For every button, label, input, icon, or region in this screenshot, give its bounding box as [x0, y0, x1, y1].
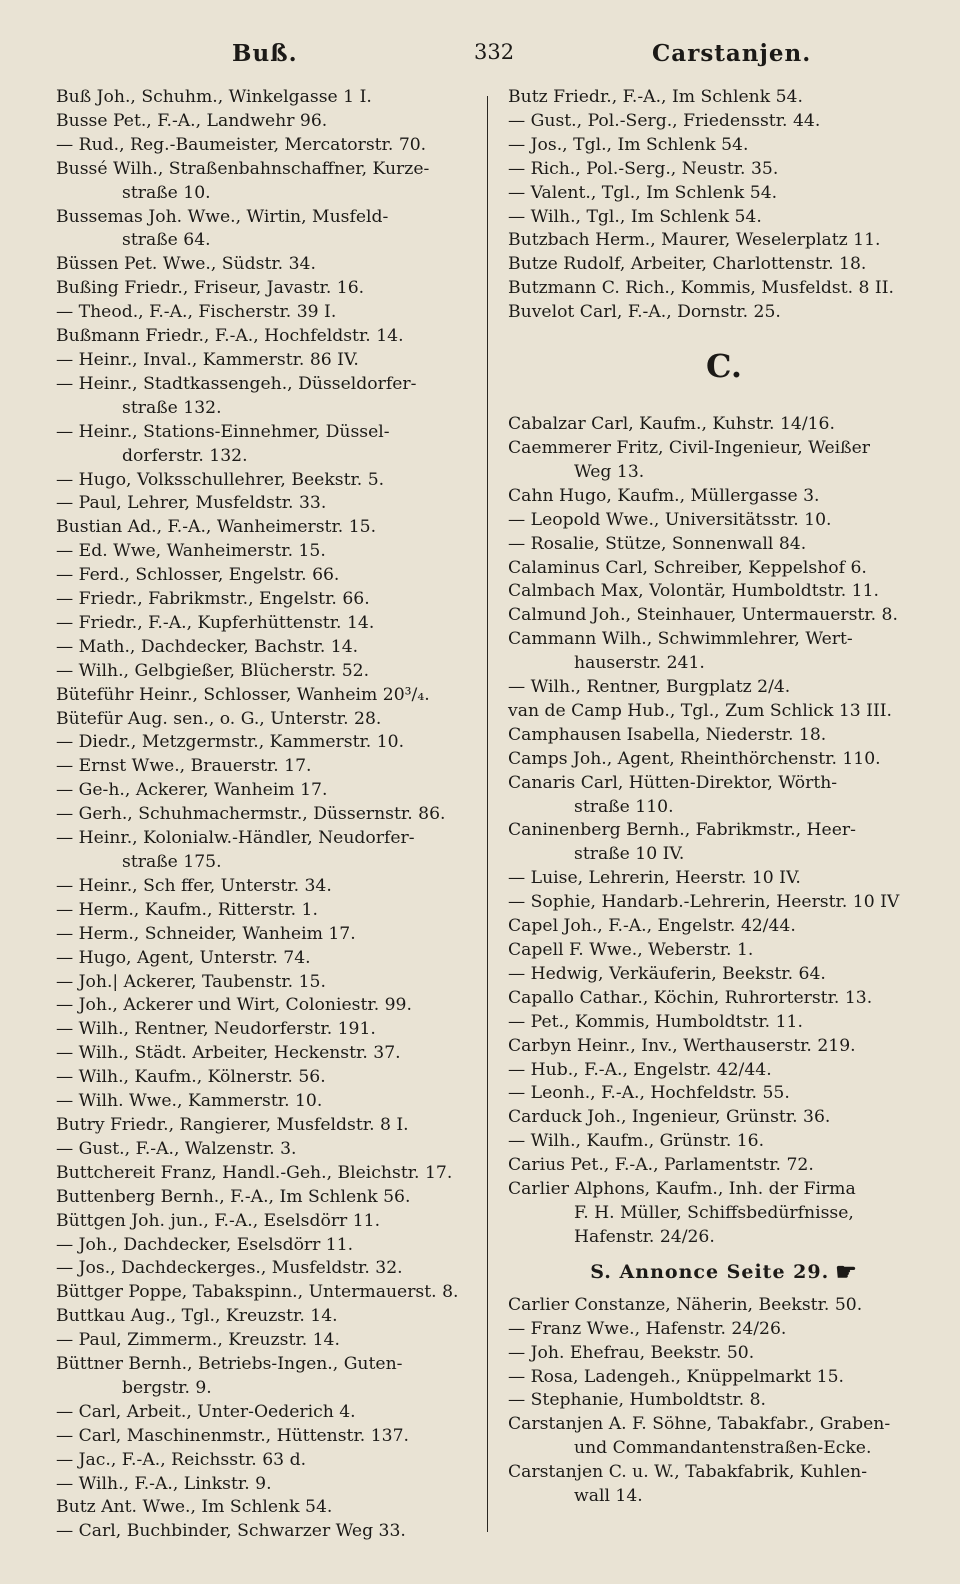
directory-entry — [508, 277, 940, 301]
entry-line: — Joh. Ehefrau, Beekstr. 50. — [508, 1342, 755, 1363]
entry-line: — Theod., F.-A., Fischerstr. 39 I. — [56, 302, 337, 323]
entry-line: — Wilh., Kaufm., Grünstr. 16. — [508, 1131, 765, 1152]
directory-entry — [56, 301, 476, 325]
directory-entry — [508, 867, 940, 891]
entry-line: Buttenberg Bernh., F.-A., Im Schlenk 56. — [56, 1186, 411, 1207]
directory-entry — [56, 1018, 476, 1042]
entry-line: Calmbach Max, Volontär, Humboldtstr. 11. — [508, 581, 879, 602]
directory-entry — [56, 947, 476, 971]
entry-line: — Rosa, Ladengeh., Knüppelmarkt 15. — [508, 1366, 845, 1387]
entry-line: Busse Pet., F.-A., Landwehr 96. — [56, 110, 328, 131]
entry-line: van de Camp Hub., Tgl., Zum Schlick 13 III. — [508, 700, 892, 721]
directory-entry — [508, 915, 940, 939]
directory-entry — [56, 1257, 476, 1281]
directory-entry — [56, 588, 476, 612]
directory-entry — [508, 110, 940, 134]
directory-entry — [56, 86, 476, 110]
entry-line: Camps Joh., Agent, Rheinthörchenstr. 110. — [508, 748, 881, 769]
entry-continuation-line: straße 132. — [122, 397, 222, 418]
entry-line: — Wilh., Tgl., Im Schlenk 54. — [508, 206, 762, 227]
entry-line: Cabalzar Carl, Kaufm., Kuhstr. 14/16. — [508, 414, 835, 435]
directory-entry — [508, 413, 940, 437]
entry-continuation-line: wall 14. — [574, 1486, 643, 1507]
entry-line: — Herm., Kaufm., Ritterstr. 1. — [56, 899, 318, 920]
entry-line: — Heinr., Kolonialw.-Händler, Neudorfer- — [56, 828, 415, 849]
page-number: 332 — [474, 40, 515, 64]
entry-line: Caemmerer Fritz, Civil-Ingenieur, Weißer — [508, 437, 870, 458]
directory-entry — [56, 923, 476, 947]
directory-entry — [508, 158, 940, 182]
directory-entry — [56, 1234, 476, 1258]
directory-entry — [56, 516, 476, 540]
entry-line: — Leopold Wwe., Universitätsstr. 10. — [508, 509, 832, 530]
running-head-left: Buß. — [232, 40, 298, 67]
entry-line: — Heinr., Inval., Kammerstr. 86 IV. — [56, 349, 359, 370]
entry-line: Bütefür Aug. sen., o. G., Unterstr. 28. — [56, 708, 382, 729]
entry-line: Bustian Ad., F.-A., Wanheimerstr. 15. — [56, 517, 377, 538]
entry-continuation-line: straße 10 IV. — [574, 844, 685, 865]
entry-line: — Gust., Pol.-Serg., Friedensstr. 44. — [508, 110, 821, 131]
entry-line: Büttner Bernh., Betriebs-Ingen., Guten- — [56, 1354, 403, 1375]
entry-line: Carstanjen A. F. Söhne, Tabakfabr., Graben- — [508, 1414, 891, 1435]
column-divider — [487, 96, 488, 1532]
directory-entry — [56, 349, 476, 373]
directory-entry — [56, 1066, 476, 1090]
entry-continuation-line: straße 10. — [122, 182, 211, 203]
entry-line: — Jos., Dachdeckerges., Musfeldstr. 32. — [56, 1258, 403, 1279]
directory-entry — [508, 253, 940, 277]
directory-entry — [56, 1090, 476, 1114]
entry-line: Canaris Carl, Hütten-Direktor, Wörth- — [508, 772, 838, 793]
entry-line: Bussé Wilh., Straßenbahnschaffner, Kurze- — [56, 158, 430, 179]
entry-line: Calaminus Carl, Schreiber, Keppelshof 6. — [508, 557, 867, 578]
entry-line: Cahn Hugo, Kaufm., Müllergasse 3. — [508, 485, 820, 506]
entry-line: — Pet., Kommis, Humboldtstr. 11. — [508, 1011, 803, 1032]
directory-entry — [56, 1473, 476, 1497]
entry-line: Büteführ Heinr., Schlosser, Wanheim 20³/₄. — [56, 684, 430, 705]
entry-line: — Heinr., Stations-Einnehmer, Düssel- — [56, 421, 390, 442]
directory-entry — [56, 636, 476, 660]
directory-entry — [508, 1294, 940, 1318]
directory-entry — [508, 580, 940, 604]
left-column — [56, 86, 476, 1544]
entry-line: Büttgen Joh. jun., F.-A., Eselsdörr 11. — [56, 1210, 381, 1231]
entry-line: — Hugo, Agent, Unterstr. 74. — [56, 947, 311, 968]
entry-line: — Friedr., Fabrikmstr., Engelstr. 66. — [56, 589, 370, 610]
directory-entry — [56, 827, 476, 875]
entry-line: — Rud., Reg.-Baumeister, Mercatorstr. 70. — [56, 134, 427, 155]
directory-entry — [508, 604, 940, 628]
advertisement-reference — [508, 1254, 940, 1290]
directory-entry — [508, 1318, 940, 1342]
directory-entry — [508, 206, 940, 230]
directory-entry — [56, 277, 476, 301]
directory-entry — [56, 731, 476, 755]
entry-continuation-line: straße 110. — [574, 796, 674, 817]
entry-line: Cammann Wilh., Schwimmlehrer, Wert- — [508, 629, 853, 650]
entry-line: Carbyn Heinr., Inv., Werthauserstr. 219. — [508, 1035, 856, 1056]
directory-entry — [508, 724, 940, 748]
directory-entry — [56, 1401, 476, 1425]
entry-line: Carlier Constanze, Näherin, Beekstr. 50. — [508, 1294, 863, 1315]
entry-line: — Diedr., Metzgermstr., Kammerstr. 10. — [56, 732, 405, 753]
entry-line: Butzmann C. Rich., Kommis, Musfeldst. 8 II. — [508, 278, 894, 299]
entry-line: Carstanjen C. u. W., Tabakfabrik, Kuhlen- — [508, 1462, 868, 1483]
entry-continuation-line: hauserstr. 241. — [574, 653, 705, 674]
entry-line: Bußing Friedr., Friseur, Javastr. 16. — [56, 278, 365, 299]
directory-entry — [508, 1413, 940, 1461]
entry-line: — Friedr., F.-A., Kupferhüttenstr. 14. — [56, 612, 375, 633]
directory-entry — [56, 660, 476, 684]
directory-entry — [56, 612, 476, 636]
directory-entry — [508, 1059, 940, 1083]
directory-entry — [56, 1449, 476, 1473]
entry-line: — Hedwig, Verkäuferin, Beekstr. 64. — [508, 963, 826, 984]
directory-entry — [56, 1210, 476, 1234]
entry-line: — Heinr., Stadtkassengeh., Düsseldorfer- — [56, 373, 417, 394]
directory-entry — [508, 819, 940, 867]
entry-line: — Hub., F.-A., Engelstr. 42/44. — [508, 1059, 772, 1080]
directory-entry — [508, 557, 940, 581]
directory-entry — [508, 1082, 940, 1106]
entry-line: Bussemas Joh. Wwe., Wirtin, Musfeld- — [56, 206, 389, 227]
directory-entry — [56, 469, 476, 493]
directory-entry — [56, 1186, 476, 1210]
entry-continuation-line: Weg 13. — [574, 461, 645, 482]
entry-line: — Valent., Tgl., Im Schlenk 54. — [508, 182, 778, 203]
right-column-c-entries — [508, 413, 940, 1250]
directory-entry — [56, 373, 476, 421]
directory-entry — [56, 755, 476, 779]
entry-continuation-line: straße 64. — [122, 230, 211, 251]
entry-line: — Ernst Wwe., Brauerstr. 17. — [56, 756, 312, 777]
directory-entry — [56, 1496, 476, 1520]
entry-line: Caninenberg Bernh., Fabrikmstr., Heer- — [508, 820, 856, 841]
entry-line: Buttkau Aug., Tgl., Kreuzstr. 14. — [56, 1306, 338, 1327]
entry-line: Carlier Alphons, Kaufm., Inh. der Firma — [508, 1179, 856, 1200]
entry-line: — Jos., Tgl., Im Schlenk 54. — [508, 134, 749, 155]
entry-line: — Leonh., F.-A., Hochfeldstr. 55. — [508, 1083, 790, 1104]
directory-entry — [508, 1011, 940, 1035]
directory-entry — [508, 1130, 940, 1154]
entry-line: Butz Ant. Wwe., Im Schlenk 54. — [56, 1497, 333, 1518]
entry-line: — Math., Dachdecker, Bachstr. 14. — [56, 636, 359, 657]
entry-line: — Joh., Ackerer und Wirt, Coloniestr. 99. — [56, 995, 412, 1016]
entry-line: — Rosalie, Stütze, Sonnenwall 84. — [508, 533, 807, 554]
entry-line: Büssen Pet. Wwe., Südstr. 34. — [56, 254, 316, 275]
entry-line: — Wilh., Städt. Arbeiter, Heckenstr. 37. — [56, 1043, 401, 1064]
directory-entry — [56, 325, 476, 349]
entry-continuation-line: dorferstr. 132. — [122, 445, 248, 466]
directory-entry — [56, 1281, 476, 1305]
directory-entry — [508, 509, 940, 533]
entry-line: Calmund Joh., Steinhauer, Untermauerstr. 8. — [508, 605, 898, 626]
directory-entry — [508, 772, 940, 820]
entry-line: — Carl, Arbeit., Unter-Oederich 4. — [56, 1401, 356, 1422]
entry-line: — Joh., Dachdecker, Eselsdörr 11. — [56, 1234, 354, 1255]
directory-entry — [56, 1042, 476, 1066]
entry-line: Butzbach Herm., Maurer, Weselerplatz 11. — [508, 230, 881, 251]
directory-entry — [508, 182, 940, 206]
directory-entry — [508, 963, 940, 987]
entry-line: — Ed. Wwe, Wanheimerstr. 15. — [56, 541, 326, 562]
entry-line: Butze Rudolf, Arbeiter, Charlottenstr. 18. — [508, 254, 867, 275]
entry-line: Capallo Cathar., Köchin, Ruhrorterstr. 13. — [508, 987, 873, 1008]
directory-entry — [508, 891, 940, 915]
directory-entry — [508, 676, 940, 700]
directory-entry — [508, 1154, 940, 1178]
entry-line: — Herm., Schneider, Wanheim 17. — [56, 923, 356, 944]
entry-line: — Ferd., Schlosser, Engelstr. 66. — [56, 565, 340, 586]
directory-entry — [56, 421, 476, 469]
entry-line: Büttger Poppe, Tabakspinn., Untermauerst. 8. — [56, 1282, 459, 1303]
directory-entry — [508, 1035, 940, 1059]
annonce-text: S. Annonce Seite 29. — [590, 1260, 830, 1283]
directory-entry — [56, 708, 476, 732]
directory-entry — [56, 1329, 476, 1353]
right-column — [508, 86, 940, 1509]
directory-entry — [56, 779, 476, 803]
directory-entry — [508, 700, 940, 724]
entry-line: Camphausen Isabella, Niederstr. 18. — [508, 724, 827, 745]
directory-entry — [508, 437, 940, 485]
entry-line: Buvelot Carl, F.-A., Dornstr. 25. — [508, 302, 781, 323]
entry-line: Buttchereit Franz, Handl.-Geh., Bleichstr. 17. — [56, 1162, 453, 1183]
directory-entry — [508, 533, 940, 557]
entry-line: — Wilh., Rentner, Burgplatz 2/4. — [508, 677, 791, 698]
entry-line: — Sophie, Handarb.-Lehrerin, Heerstr. 10 IV — [508, 892, 900, 913]
directory-entry — [508, 134, 940, 158]
entry-line: — Hugo, Volksschullehrer, Beekstr. 5. — [56, 469, 385, 490]
entry-line: — Paul, Lehrer, Musfeldstr. 33. — [56, 493, 327, 514]
directory-entry — [56, 540, 476, 564]
directory-entry — [508, 1461, 940, 1509]
entry-line: — Carl, Maschinenmstr., Hüttenstr. 137. — [56, 1425, 409, 1446]
directory-entry — [56, 110, 476, 134]
entry-line: — Joh.| Ackerer, Taubenstr. 15. — [56, 971, 326, 992]
directory-entry — [508, 1342, 940, 1366]
section-heading: C. — [705, 347, 743, 386]
directory-entry — [56, 492, 476, 516]
entry-line: — Rich., Pol.-Serg., Neustr. 35. — [508, 158, 779, 179]
directory-entry — [56, 1520, 476, 1544]
directory-entry — [56, 1138, 476, 1162]
entry-line: — Heinr., Sch ffer, Unterstr. 34. — [56, 875, 332, 896]
right-column-bottom-entries — [508, 1294, 940, 1509]
entry-line: — Stephanie, Humboldtstr. 8. — [508, 1390, 766, 1411]
entry-line: — Wilh., Kaufm., Kölnerstr. 56. — [56, 1067, 326, 1088]
entry-line: Carduck Joh., Ingenieur, Grünstr. 36. — [508, 1107, 831, 1128]
entry-line: — Luise, Lehrerin, Heerstr. 10 IV. — [508, 868, 801, 889]
directory-entry — [56, 899, 476, 923]
directory-entry — [56, 875, 476, 899]
entry-line: Buß Joh., Schuhm., Winkelgasse 1 I. — [56, 87, 372, 107]
pointing-hand-icon: ☛ — [835, 1256, 858, 1286]
directory-entry — [56, 158, 476, 206]
directory-entry — [56, 1353, 476, 1401]
entry-continuation-line: F. H. Müller, Schiffsbedürfnisse, — [574, 1202, 854, 1223]
directory-entry — [508, 748, 940, 772]
directory-entry — [508, 301, 940, 325]
directory-entry — [56, 206, 476, 254]
entry-line: — Jac., F.-A., Reichsstr. 63 d. — [56, 1449, 307, 1470]
entry-line: — Ge-h., Ackerer, Wanheim 17. — [56, 780, 328, 801]
entry-continuation-line: und Commandantenstraßen-Ecke. — [574, 1438, 872, 1459]
directory-entry — [508, 1366, 940, 1390]
entry-line: Capell F. Wwe., Weberstr. 1. — [508, 940, 754, 960]
directory-entry — [508, 485, 940, 509]
directory-entry — [56, 803, 476, 827]
entry-line: Bußmann Friedr., F.-A., Hochfeldstr. 14. — [56, 326, 404, 347]
entry-line: — Gust., F.-A., Walzenstr. 3. — [56, 1138, 297, 1159]
directory-entry — [56, 1425, 476, 1449]
directory-entry — [56, 1114, 476, 1138]
entry-line: — Carl, Buchbinder, Schwarzer Weg 33. — [56, 1521, 406, 1542]
directory-entry — [56, 684, 476, 708]
entry-line: Carius Pet., F.-A., Parlamentstr. 72. — [508, 1155, 814, 1176]
entry-line: Capel Joh., F.-A., Engelstr. 42/44. — [508, 916, 796, 937]
entry-line: — Franz Wwe., Hafenstr. 24/26. — [508, 1318, 787, 1339]
directory-entry — [56, 971, 476, 995]
entry-continuation-line: bergstr. 9. — [122, 1377, 212, 1398]
entry-line: Butz Friedr., F.-A., Im Schlenk 54. — [508, 87, 803, 107]
entry-line: — Wilh., Gelbgießer, Blücherstr. 52. — [56, 660, 370, 681]
entry-line: Butry Friedr., Rangierer, Musfeldstr. 8 I. — [56, 1114, 409, 1135]
directory-entry — [508, 86, 940, 110]
directory-entry — [56, 994, 476, 1018]
directory-entry — [508, 229, 940, 253]
directory-entry — [56, 134, 476, 158]
entry-line: — Wilh., Rentner, Neudorferstr. 191. — [56, 1019, 376, 1040]
running-head-right: Carstanjen. — [652, 40, 812, 67]
directory-entry — [56, 253, 476, 277]
entry-continuation-line: straße 175. — [122, 852, 222, 872]
entry-line: — Paul, Zimmerm., Kreuzstr. 14. — [56, 1330, 340, 1351]
directory-entry — [56, 1305, 476, 1329]
entry-line: — Gerh., Schuhmachermstr., Düssernstr. 86. — [56, 804, 446, 825]
directory-entry — [508, 1178, 940, 1250]
directory-entry — [56, 1162, 476, 1186]
entry-continuation-line: Hafenstr. 24/26. — [574, 1226, 715, 1247]
entry-line: — Wilh., F.-A., Linkstr. 9. — [56, 1473, 272, 1494]
directory-entry — [56, 564, 476, 588]
directory-entry — [508, 939, 940, 963]
directory-entry — [508, 987, 940, 1011]
right-column-top-entries — [508, 86, 940, 325]
directory-entry — [508, 1389, 940, 1413]
directory-entry — [508, 1106, 940, 1130]
entry-line: — Wilh. Wwe., Kammerstr. 10. — [56, 1091, 323, 1112]
directory-entry — [508, 628, 940, 676]
